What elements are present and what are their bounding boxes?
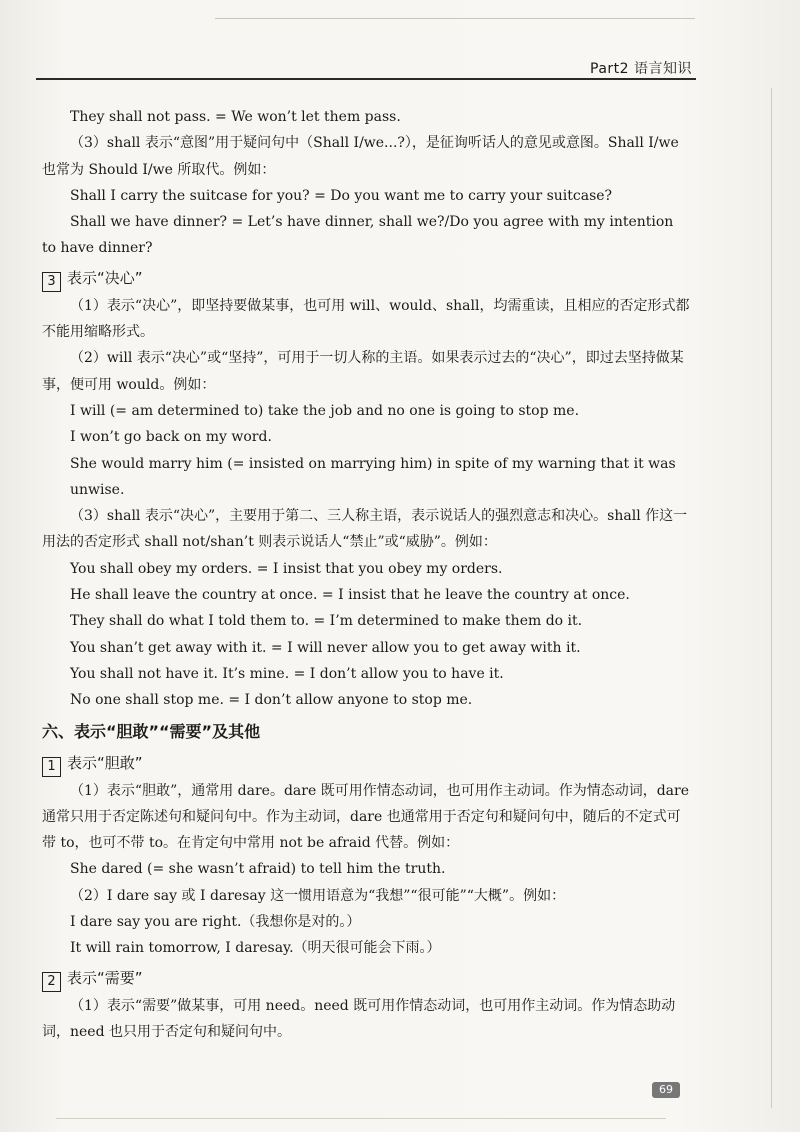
example-sentence: Shall I carry the suitcase for you? = Do you want me to carry your suitcase? [70, 187, 613, 204]
page-number-badge: 69 [652, 1082, 680, 1098]
example-sentence: She would marry him (= insisted on marrying him) in spite of my warning that it was unwise. [70, 455, 676, 498]
paragraph-determination-2: （2）will 表示“决心”或“坚持”，可用于一切人称的主语。如果表示过去的“决心”，即过去坚持做某事，便可用 would。例如： [42, 350, 684, 393]
example-sentence: She dared (= she wasn’t afraid) to tell him the truth. [70, 861, 446, 878]
subheading-determination [42, 263, 690, 293]
paragraph-shall-intention: （3）shall 表示“意图”用于疑问句中（Shall I/we...?），是征询听话人的意见或意图。Shall I/we 也常为 Should I/we 所取代。例如： [42, 135, 679, 178]
subheading-text: 表示“决心” [67, 268, 143, 287]
subheading-dare [42, 748, 690, 778]
bottom-rule [56, 1118, 666, 1119]
example-sentence: I won’t go back on my word. [70, 429, 272, 446]
section-heading-6: 六、表示“胆敢”“需要”及其他 [42, 721, 261, 741]
section-number-box: 2 [42, 972, 61, 992]
example-sentence: They shall do what I told them to. = I’m determined to make them do it. [70, 613, 583, 630]
subheading-text: 表示“胆敢” [67, 753, 143, 772]
main-content [42, 104, 690, 1045]
example-sentence: He shall leave the country at once. = I insist that he leave the country at once. [70, 587, 630, 604]
paragraph-need-1: （1）表示“需要”做某事，可用 need。need 既可用作情态动词，也可用作主动词。作为情态助动词，need 也只用于否定句和疑问句中。 [42, 997, 676, 1040]
running-header: Part2 语言知识 [590, 61, 692, 77]
subheading-text: 表示“需要” [67, 968, 143, 987]
paragraph-determination-1: （1）表示“决心”，即坚持要做某事，也可用 will、would、shall，均需重读，且相应的否定形式都不能用缩略形式。 [42, 297, 690, 341]
example-sentence: You shall not have it. It’s mine. = I don’t allow you to have it. [70, 665, 504, 682]
example-sentence: You shall obey my orders. = I insist that you obey my orders. [70, 560, 503, 577]
example-sentence: I will (= am determined to) take the job and no one is going to stop me. [70, 402, 580, 419]
page-edge-line [771, 88, 772, 1108]
paragraph-dare-2: （2）I dare say 或 I daresay 这一惯用语意为“我想”“很可能”“大概”。例如： [70, 887, 566, 904]
subheading-need [42, 963, 690, 993]
example-sentence: No one shall stop me. = I don’t allow anyone to stop me. [70, 692, 473, 709]
section-number-box: 3 [42, 272, 61, 292]
paragraph-determination-3: （3）shall 表示“决心”，主要用于第二、三人称主语，表示说话人的强烈意志和决心。shall 作这一用法的否定形式 shall not/shan’t 则表示说话人“禁止”或“威胁”。例如： [42, 508, 688, 551]
example-sentence: They shall not pass. = We won’t let them pass. [70, 109, 401, 125]
header-rule [36, 78, 696, 80]
paragraph-dare-1: （1）表示“胆敢”，通常用 dare。dare 既可用作情态动词，也可用作主动词。作为情态动词，dare 通常只用于否定陈述句和疑问句中。作为主动词，dare 也通常用于否定句和疑问句中，随后的不定式可带 to，也可不带 to。在肯定句中常用 not be afraid 代替。例如： [42, 782, 689, 852]
example-sentence: Shall we have dinner? = Let’s have dinner, shall we?/Do you agree with my intention to have dinner? [42, 214, 674, 257]
example-sentence: You shan’t get away with it. = I will never allow you to get away with it. [70, 639, 581, 656]
section-number-box: 1 [42, 757, 61, 777]
example-sentence: I dare say you are right.（我想你是对的。） [70, 914, 361, 931]
example-sentence: It will rain tomorrow, I daresay.（明天很可能会下雨。） [70, 940, 441, 957]
top-rule [215, 18, 695, 19]
